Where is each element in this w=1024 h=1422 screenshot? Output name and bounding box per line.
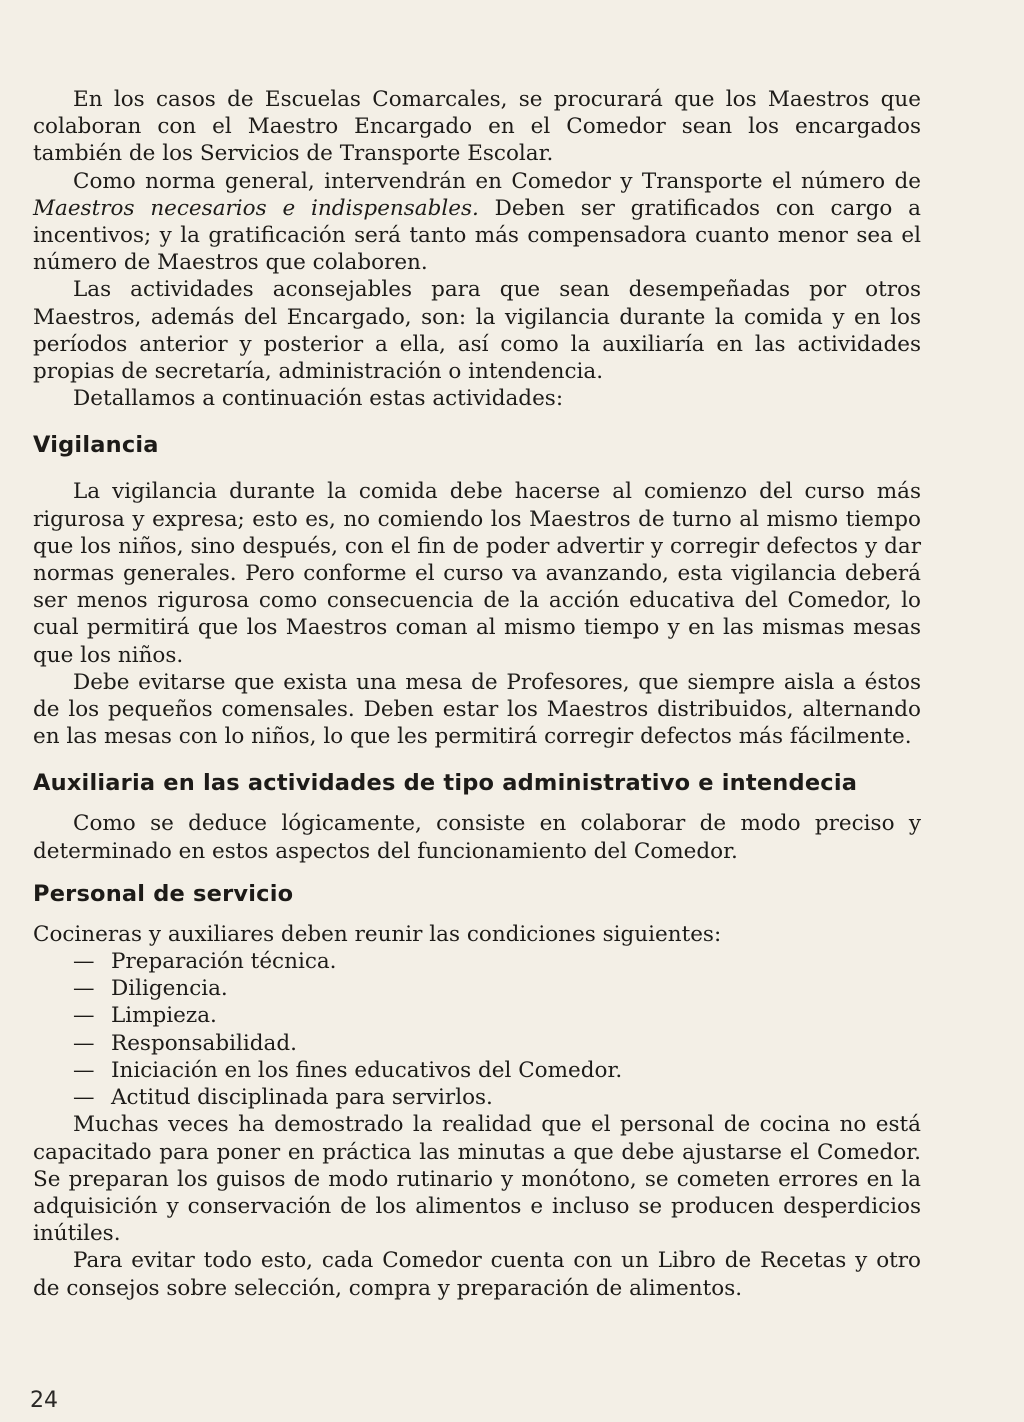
list-item xyxy=(33,1002,921,1029)
paragraph-norma-general xyxy=(33,168,921,277)
conditions-list xyxy=(33,948,921,1111)
paragraph-escuelas-comarcales: En los casos de Escuelas Comarcales, se procurará que los Maestros que colaboran con el Maestro Encargado en el Comedor sean los encargados también de los Servicios de Transporte Escolar. xyxy=(33,87,921,167)
list-item xyxy=(33,1030,921,1057)
paragraph-vigilancia-1: La vigilancia durante la comida debe hacerse al comienzo del curso más rigurosa y expresa; esto es, no comiendo los Maestros de turno al mismo tiempo que los niños, sino después, con el fin de poder advertir y corregir defectos y dar normas generales. Pero conforme el curso va avanzando, esta vigilancia deberá ser menos rigurosa como consecuencia de la acción educativa del Comedor, lo cual permitirá que los Maestros coman al mismo tiempo y en las mismas mesas que los niños. xyxy=(33,479,921,668)
paragraph-text: Como norma general, intervendrán en Comedor y Transporte el número de xyxy=(73,168,921,194)
section-heading-personal: Personal de servicio xyxy=(33,880,294,907)
list-marker: — xyxy=(73,1003,95,1029)
list-marker: — xyxy=(73,949,95,975)
section-heading-vigilancia: Vigilancia xyxy=(33,432,159,459)
list-item xyxy=(33,1057,921,1084)
list-marker: — xyxy=(73,1085,95,1111)
paragraph-personal-2: Para evitar todo esto, cada Comedor cuenta con un Libro de Recetas y otro de consejos sobre selección, compra y preparación de alimentos. xyxy=(33,1248,921,1301)
page-content xyxy=(33,86,921,1302)
list-item xyxy=(33,975,921,1002)
list-item-text: Responsabilidad. xyxy=(111,1030,297,1056)
paragraph-personal-1: Muchas veces ha demostrado la realidad que el personal de cocina no está capacitado para poner en práctica las minutas a que debe ajustarse el Comedor. Se preparan los guisos de modo rutinario y monótono, se cometen errores en la adquisición y conservación de los alimentos e incluso se producen desperdicios inútiles. xyxy=(33,1112,921,1247)
paragraph-text: Deben ser gratificados con cargo a incentivos; y la gratificación será tanto más compensadora cuanto menor sea el número de Maestros que colaboren. xyxy=(33,195,921,276)
list-item xyxy=(33,948,921,975)
list-item-text: Actitud disciplinada para servirlos. xyxy=(111,1085,493,1111)
emphasis-text: Maestros necesarios e indispensables. xyxy=(33,195,479,221)
list-marker: — xyxy=(73,1057,95,1083)
list-item-text: Limpieza. xyxy=(111,1003,217,1029)
paragraph-personal-intro: Cocineras y auxiliares deben reunir las condiciones siguientes: xyxy=(33,921,722,947)
paragraph-auxiliaria: Como se deduce lógicamente, consiste en colaborar de modo preciso y determinado en estos aspectos del funcionamiento del Comedor. xyxy=(33,811,921,864)
list-marker: — xyxy=(73,1030,95,1056)
paragraph-detallamos: Detallamos a continuación estas actividades: xyxy=(73,386,564,412)
list-marker: — xyxy=(73,976,95,1002)
section-heading-auxiliaria: Auxiliaria en las actividades de tipo administrativo e intendecia xyxy=(33,770,858,797)
paragraph-actividades: Las actividades aconsejables para que sean desempeñadas por otros Maestros, además del Encargado, son: la vigilancia durante la comida y en los períodos anterior y posterior a ella, así como la auxiliaría en las actividades propias de secretaría, administración o intendencia. xyxy=(33,277,921,385)
list-item-text: Iniciación en los fines educativos del Comedor. xyxy=(111,1057,623,1083)
list-item-text: Diligencia. xyxy=(111,976,228,1002)
list-item xyxy=(33,1084,921,1111)
paragraph-vigilancia-2: Debe evitarse que exista una mesa de Profesores, que siempre aisla a éstos de los pequeños comensales. Deben estar los Maestros distribuidos, alternando en las mesas con lo niños, lo que les permitirá corregir defectos más fácilmente. xyxy=(33,669,921,750)
page-number: 24 xyxy=(30,1388,58,1413)
list-item-text: Preparación técnica. xyxy=(111,949,337,975)
